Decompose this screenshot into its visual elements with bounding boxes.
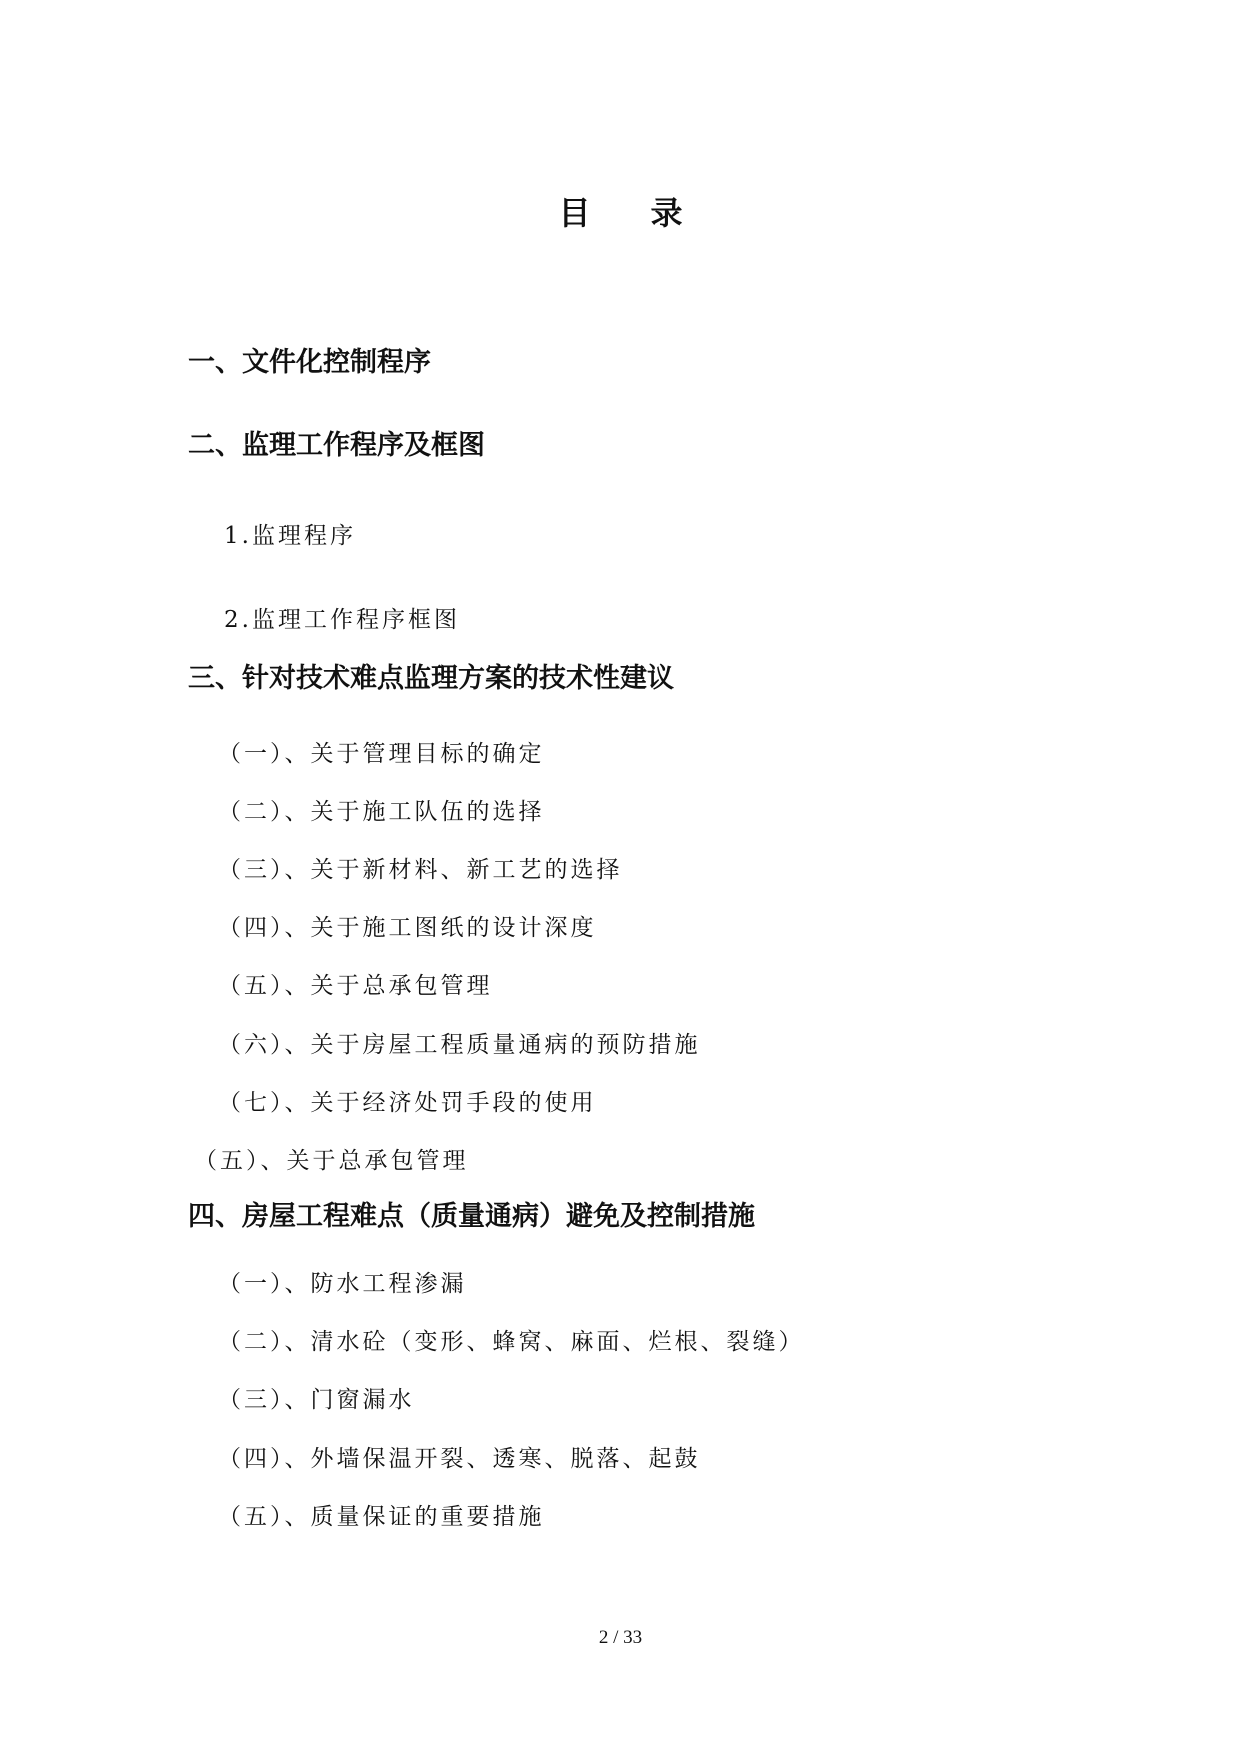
toc-title: 目录 <box>558 194 743 232</box>
toc-item: （三）、关于新材料、新工艺的选择 <box>218 857 623 883</box>
toc-item: 1.监理程序 <box>224 523 356 549</box>
toc-item: （二）、关于施工队伍的选择 <box>218 799 545 825</box>
toc-item: （五）、关于总承包管理 <box>218 973 493 999</box>
toc-heading-1: 一、文件化控制程序 <box>188 347 431 378</box>
toc-item: （一）、关于管理目标的确定 <box>218 741 545 767</box>
toc-heading-2: 二、监理工作程序及框图 <box>188 430 485 461</box>
toc-item: （四）、关于施工图纸的设计深度 <box>218 915 597 941</box>
toc-item: （五）、质量保证的重要措施 <box>218 1504 545 1530</box>
toc-item: 2.监理工作程序框图 <box>224 607 460 633</box>
toc-item: （五）、关于总承包管理 <box>194 1148 469 1174</box>
page-number: 2 / 33 <box>598 1627 643 1648</box>
toc-item: （六）、关于房屋工程质量通病的预防措施 <box>218 1032 701 1058</box>
toc-item: （七）、关于经济处罚手段的使用 <box>218 1090 597 1116</box>
toc-item: （二）、清水砼（变形、蜂窝、麻面、烂根、裂缝） <box>218 1329 805 1355</box>
toc-heading-3: 三、针对技术难点监理方案的技术性建议 <box>188 663 674 694</box>
toc-heading-4: 四、房屋工程难点（质量通病）避免及控制措施 <box>188 1201 755 1232</box>
toc-item: （一）、防水工程渗漏 <box>218 1271 467 1297</box>
toc-item: （四）、外墙保温开裂、透寒、脱落、起鼓 <box>218 1446 701 1472</box>
toc-item: （三）、门窗漏水 <box>218 1387 415 1413</box>
